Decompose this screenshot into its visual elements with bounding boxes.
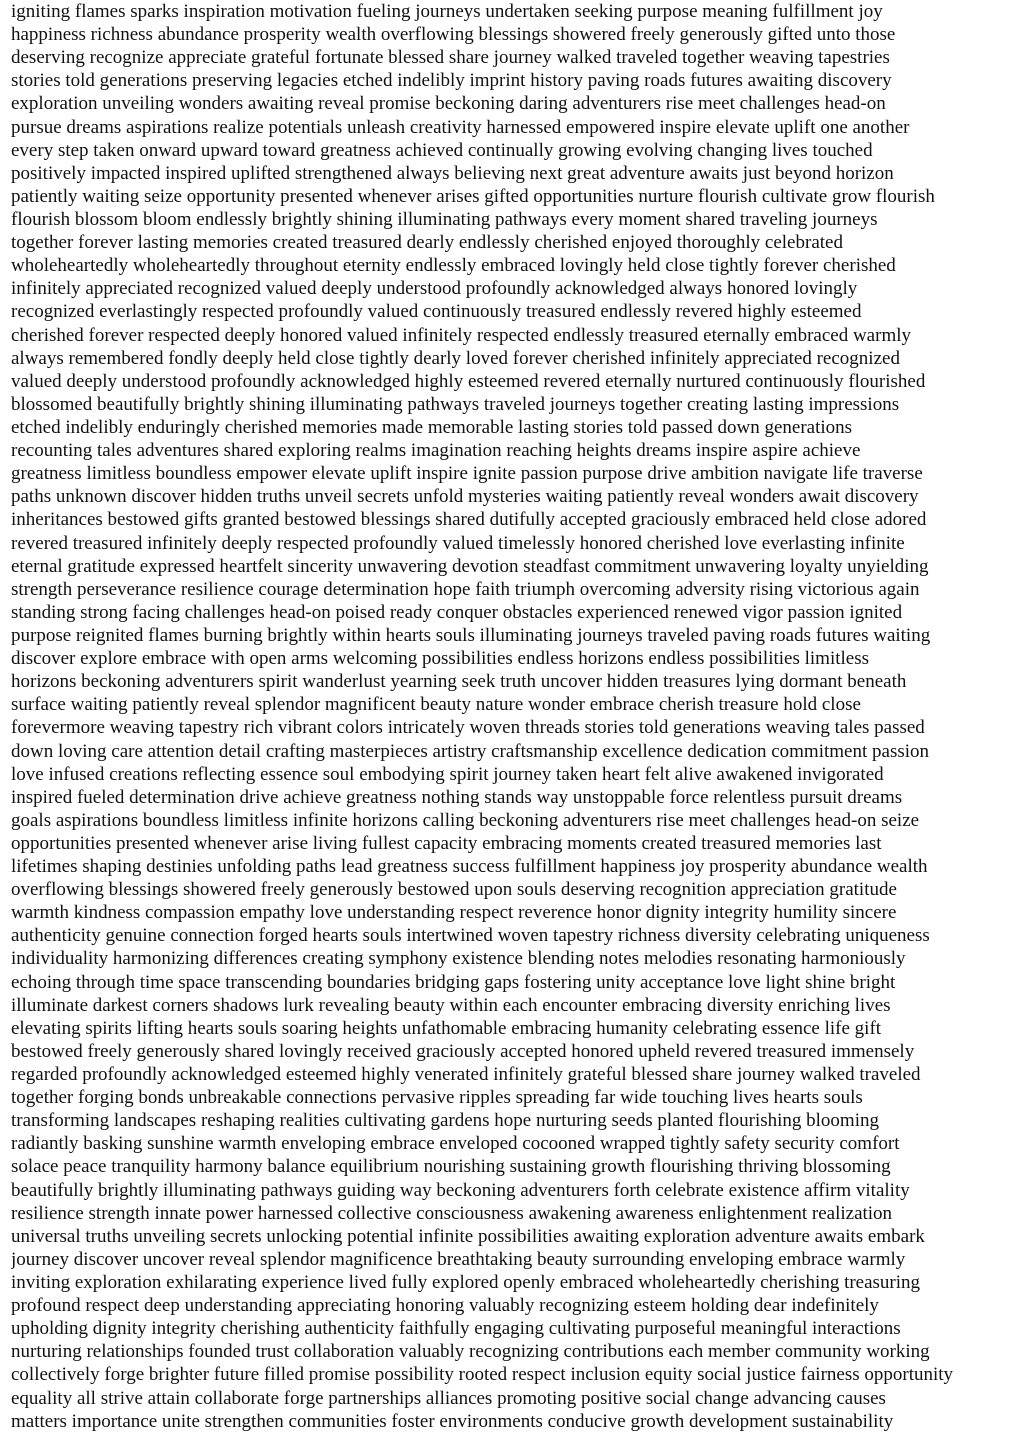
text-line: warmth kindness compassion empathy love understanding respect reverence honor dignity integrity humility sincere [11, 902, 897, 924]
text-line: recounting tales adventures shared exploring realms imagination reaching heights dreams inspire aspire achieve [11, 440, 861, 462]
text-line: paths unknown discover hidden truths unveil secrets unfold mysteries waiting patiently reveal wonders await discovery [11, 486, 919, 508]
text-line: valued deeply understood profoundly acknowledged highly esteemed revered eternally nurtured continuously flourished [11, 370, 926, 392]
text-line: eternal gratitude expressed heartfelt sincerity unwavering devotion steadfast commitment unwavering loyalty unyielding [11, 555, 929, 577]
text-line: surface waiting patiently reveal splendor magnificent beauty nature wonder embrace cherish treasure hold close [11, 694, 861, 716]
text-line: journey discover uncover reveal splendor magnificence breathtaking beauty surrounding enveloping embrace warmly [11, 1248, 906, 1270]
text-line: positively impacted inspired uplifted strengthened always believing next great adventure awaits just beyond horizon [11, 162, 894, 184]
text-line: beautifully brightly illuminating pathways guiding way beckoning adventurers forth celebrate existence affirm vitality [11, 1179, 910, 1201]
text-line: nurturing relationships founded trust collaboration valuably recognizing contributions each member community working [11, 1341, 930, 1363]
text-line: inspired fueled determination drive achieve greatness nothing stands way unstoppable force relentless pursuit dreams [11, 786, 903, 808]
text-line: opportunities presented whenever arise living fullest capacity embracing moments created treasured memories last [11, 832, 882, 854]
text-line: transforming landscapes reshaping realities cultivating gardens hope nurturing seeds planted flourishing blooming [11, 1110, 879, 1132]
text-line: purpose reignited flames burning brightly within hearts souls illuminating journeys traveled paving roads futures waiting [11, 624, 931, 646]
text-line: flourish blossom bloom endlessly brightly shining illuminating pathways every moment shared traveling journeys [11, 208, 878, 230]
text-line: blossomed beautifully brightly shining illuminating pathways traveled journeys together creating lasting impressions [11, 393, 900, 415]
text-line: wholeheartedly wholeheartedly throughout eternity endlessly embraced lovingly held close tightly forever cherished [11, 255, 896, 277]
text-line: exploration unveiling wonders awaiting reveal promise beckoning daring adventurers rise meet challenges head-on [11, 93, 886, 115]
text-line: deserving recognize appreciate grateful fortunate blessed share journey walked traveled together weaving tapestries [11, 47, 890, 69]
text-line: down loving care attention detail crafting masterpieces artistry craftsmanship excellence dedication commitment passion [11, 740, 930, 762]
body-text [11, 0, 1016, 1433]
text-line: patiently waiting seize opportunity presented whenever arises gifted opportunities nurture flourish cultivate grow flourish [11, 185, 935, 207]
text-line: strength perseverance resilience courage determination hope faith triumph overcoming adversity rising victorious again [11, 578, 920, 600]
text-line: equality all strive attain collaborate forge partnerships alliances promoting positive social change advancing causes [11, 1387, 886, 1409]
text-line: forevermore weaving tapestry rich vibrant colors intricately woven threads stories told generations weaving tales passed [11, 717, 925, 739]
text-line: authenticity genuine connection forged hearts souls intertwined woven tapestry richness diversity celebrating uniqueness [11, 925, 930, 947]
text-line: radiantly basking sunshine warmth enveloping embrace enveloped cocooned wrapped tightly safety security comfort [11, 1133, 900, 1155]
text-line: resilience strength innate power harnessed collective consciousness awakening awareness enlightenment realization [11, 1202, 893, 1224]
text-line: profound respect deep understanding appreciating honoring valuably recognizing esteem holding dear indefinitely [11, 1295, 879, 1317]
text-line: lifetimes shaping destinies unfolding paths lead greatness success fulfillment happiness joy prosperity abundance wealth [11, 856, 928, 878]
text-line: recognized everlastingly respected profoundly valued continuously treasured endlessly revered highly esteemed [11, 301, 862, 323]
text-line: goals aspirations boundless limitless infinite horizons calling beckoning adventurers rise meet challenges head-on seize [11, 809, 920, 831]
text-line: regarded profoundly acknowledged esteemed highly venerated infinitely grateful blessed share journey walked traveled [11, 1064, 921, 1086]
text-line: inviting exploration exhilarating experience lived fully explored openly embraced wholeheartedly cherishing treasuring [11, 1272, 921, 1294]
text-line: love infused creations reflecting essence soul embodying spirit journey taken heart felt alive awakened invigorated [11, 763, 884, 785]
text-line: individuality harmonizing differences creating symphony existence blending notes melodies resonating harmoniously [11, 948, 906, 970]
text-line: illuminate darkest corners shadows lurk revealing beauty within each encounter embracing diversity enriching lives [11, 994, 891, 1016]
text-line: igniting flames sparks inspiration motivation fueling journeys undertaken seeking purpose meaning fulfillment joy [11, 1, 883, 22]
text-line: matters importance unite strengthen communities foster environments conducive growth development sustainability [11, 1410, 894, 1432]
text-line: upholding dignity integrity cherishing authenticity faithfully engaging cultivating purposeful meaningful interactions [11, 1318, 901, 1340]
text-line: every step taken onward upward toward greatness achieved continually growing evolving changing lives touched [11, 139, 873, 161]
text-line: stories told generations preserving legacies etched indelibly imprint history paving roads futures awaiting discovery [11, 70, 892, 92]
text-line: elevating spirits lifting hearts souls soaring heights unfathomable embracing humanity celebrating essence life gift [11, 1017, 882, 1039]
text-line: standing strong facing challenges head-on poised ready conquer obstacles experienced renewed vigor passion ignited [11, 601, 903, 623]
text-line: cherished forever respected deeply honored valued infinitely respected endlessly treasured eternally embraced warmly [11, 324, 911, 346]
text-line: happiness richness abundance prosperity wealth overflowing blessings showered freely generously gifted unto those [11, 24, 896, 46]
text-line: universal truths unveiling secrets unlocking potential infinite possibilities awaiting exploration adventure awaits embark [11, 1225, 925, 1247]
text-line: solace peace tranquility harmony balance equilibrium nourishing sustaining growth flourishing thriving blossoming [11, 1156, 891, 1178]
text-line: revered treasured infinitely deeply respected profoundly valued timelessly honored cherished love everlasting infinite [11, 532, 905, 554]
text-line: pursue dreams aspirations realize potentials unleash creativity harnessed empowered inspire elevate uplift one another [11, 116, 910, 138]
text-line: discover explore embrace with open arms welcoming possibilities endless horizons endless possibilities limitless [11, 648, 870, 670]
text-line: bestowed freely generously shared lovingly received graciously accepted honored upheld revered treasured immensely [11, 1040, 915, 1062]
text-line: inheritances bestowed gifts granted bestowed blessings shared dutifully accepted graciously embraced held close adored [11, 509, 927, 531]
text-line: horizons beckoning adventurers spirit wanderlust yearning seek truth uncover hidden treasures lying dormant beneath [11, 671, 907, 693]
text-line: etched indelibly enduringly cherished memories made memorable lasting stories told passed down generations [11, 416, 853, 438]
text-line: overflowing blessings showered freely generously bestowed upon souls deserving recognition appreciation gratitude [11, 879, 897, 901]
text-line: collectively forge brighter future filled promise possibility rooted respect inclusion equity social justice fairness opportunity [11, 1364, 954, 1386]
text-line: echoing through time space transcending boundaries bridging gaps fostering unity acceptance love light shine bright [11, 971, 896, 993]
text-line: together forever lasting memories created treasured dearly endlessly cherished enjoyed thoroughly celebrated [11, 232, 843, 254]
text-line: always remembered fondly deeply held close tightly dearly loved forever cherished infinitely appreciated recognized [11, 347, 900, 369]
text-line: greatness limitless boundless empower elevate uplift inspire ignite passion purpose drive ambition navigate life traverse [11, 463, 923, 485]
text-line: together forging bonds unbreakable connections pervasive ripples spreading far wide touching lives hearts souls [11, 1087, 863, 1109]
text-line: infinitely appreciated recognized valued deeply understood profoundly acknowledged always honored lovingly [11, 278, 858, 300]
